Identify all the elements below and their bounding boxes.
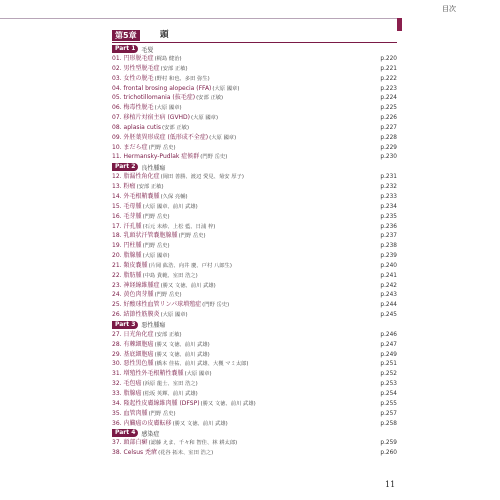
entry-number: 12.: [112, 173, 122, 181]
entry-author: (大原 國章): [142, 253, 170, 260]
entry-number: 10.: [112, 143, 122, 151]
toc-entry[interactable]: [112, 143, 397, 153]
entry-number: 13.: [112, 183, 122, 191]
toc-list: [112, 44, 397, 458]
entry-page: p.226: [380, 115, 397, 122]
part-heading: [112, 428, 397, 438]
entry-title: 円形脱毛症: [123, 55, 154, 62]
part-badge: Part 3: [112, 321, 138, 329]
entry-author: (門野 岳史): [148, 144, 176, 151]
entry-page: p.258: [380, 420, 397, 427]
entry-number: 19.: [112, 242, 122, 250]
entry-number: 35.: [112, 409, 122, 417]
entry-title: 汗孔腫: [123, 222, 142, 230]
entry-author: (勝又 文徳、前川 武雄): [172, 420, 228, 427]
entry-number: 22.: [112, 271, 122, 279]
toc-entry[interactable]: [112, 241, 397, 251]
entry-number: 25.: [112, 301, 122, 309]
entry-author: (花谷 拓未、室田 浩之): [158, 450, 214, 457]
entry-page: p.227: [380, 124, 397, 131]
entry-number: 11.: [112, 153, 122, 161]
toc-entry[interactable]: [112, 64, 397, 74]
entry-number: 32.: [112, 380, 122, 388]
toc-entry[interactable]: [112, 419, 397, 429]
chapter-title: 頭: [160, 30, 169, 40]
toc-entry[interactable]: [112, 271, 397, 281]
toc-entry[interactable]: [112, 113, 397, 123]
entry-page: p.254: [380, 391, 397, 397]
entry-number: 02.: [112, 64, 122, 72]
entry-number: 06.: [112, 104, 122, 112]
entry-author: (久保 亮輔): [160, 193, 188, 200]
entry-title: 好酸球性血管リンパ球増殖症: [123, 301, 202, 309]
header-rule: [0, 18, 397, 19]
entry-author: (橋本 佳祐、前川 武雄、大槻 マミ太郎): [154, 361, 249, 368]
entry-author: (勝又 文徳、前川 武雄): [200, 400, 256, 407]
entry-page: p.234: [380, 203, 397, 210]
toc-entry[interactable]: [112, 103, 397, 113]
entry-title: 粉瘤: [123, 183, 136, 191]
part-badge: Part 2: [112, 163, 138, 171]
entry-author: (勝又 文徳、前川 武雄): [154, 351, 210, 358]
entry-title: Celsus 禿瘡: [123, 449, 158, 457]
entry-number: 17.: [112, 222, 122, 230]
entry-page: p.240: [380, 262, 397, 269]
entry-page: p.233: [380, 193, 397, 200]
entry-number: 30.: [112, 360, 122, 368]
entry-title: 梅毒性脱毛: [123, 104, 154, 112]
entry-page: p.236: [380, 223, 397, 230]
entry-title: 脂腺癌: [123, 390, 142, 397]
entry-page: p.255: [380, 400, 397, 407]
entry-title: 外毛根鞘嚢腫: [123, 192, 160, 200]
entry-number: 24.: [112, 291, 122, 299]
entry-title: 毛芽腫: [123, 212, 142, 220]
entry-title: 類皮嚢腫: [123, 261, 148, 269]
chapter-heading: [112, 30, 397, 43]
entry-page: p.239: [380, 253, 397, 260]
entry-title: 脂肪腫: [123, 271, 142, 279]
entry-author: (認藤 えま、千々和 智佳、林 耕太郎): [148, 440, 238, 447]
entry-number: 31.: [112, 370, 122, 378]
entry-author: (梶島 健治): [154, 56, 182, 62]
entry-number: 33.: [112, 390, 122, 397]
entry-title: 血管肉腫: [123, 409, 148, 417]
entry-author: (門野 岳史): [202, 302, 230, 309]
entry-number: 34.: [112, 399, 122, 407]
entry-number: 01.: [112, 55, 122, 62]
entry-page: p.260: [380, 450, 397, 457]
entry-page: p.243: [380, 292, 397, 299]
entry-page: p.244: [380, 302, 397, 309]
entry-page: p.241: [380, 272, 397, 279]
toc-entry[interactable]: [112, 212, 397, 222]
entry-author: (安部 正敏): [154, 331, 182, 338]
entry-author: (中島 貴範、室田 浩之): [142, 272, 198, 279]
entry-title: Hermansky-Pudlak 症候群: [123, 153, 200, 161]
entry-title: まだら症: [123, 143, 148, 151]
toc-entry[interactable]: [112, 359, 397, 369]
toc-entry[interactable]: [112, 448, 397, 458]
toc-entry[interactable]: [112, 192, 397, 202]
entry-page: p.231: [380, 174, 397, 181]
entry-author: (野村 和也、多田 弥生): [154, 75, 210, 82]
entry-author: (浜原 龍士、室田 浩之): [142, 381, 198, 388]
toc-entry[interactable]: [112, 172, 397, 182]
entry-page: p.221: [380, 65, 397, 72]
toc-entry[interactable]: [112, 290, 397, 300]
entry-author: (石元 未紗、上松 藍、日浦 梓): [142, 223, 216, 230]
entry-number: 07.: [112, 114, 122, 122]
toc-entry[interactable]: [112, 281, 397, 291]
toc-entry[interactable]: [112, 300, 397, 310]
entry-title: 外胚葉異形成症 (低形成不全症): [123, 133, 209, 141]
entry-author: (門野 岳史): [142, 243, 170, 250]
toc-entry[interactable]: [112, 261, 397, 271]
part-badge: Part 1: [112, 45, 138, 53]
entry-title: 毛包癌: [123, 380, 142, 388]
entry-number: 05.: [112, 94, 122, 102]
entry-page: p.245: [380, 312, 397, 319]
toc-header-label: 目次: [442, 5, 456, 13]
toc-entry[interactable]: [112, 340, 397, 350]
entry-page: p.220: [380, 56, 397, 62]
entry-page: p.259: [380, 440, 397, 447]
entry-page: p.224: [380, 95, 397, 102]
entry-page: p.253: [380, 381, 397, 388]
entry-page: p.225: [380, 105, 397, 112]
part-heading: [112, 320, 397, 330]
entry-title: 結節性筋膜炎: [123, 311, 160, 319]
entry-title: 乳頭状汗管嚢胞腺腫: [123, 232, 178, 240]
entry-author: (勝又 文徳、前川 武雄): [154, 341, 210, 348]
entry-number: 36.: [112, 419, 122, 427]
entry-page: p.251: [380, 361, 397, 368]
entry-page: p.235: [380, 213, 397, 220]
entry-title: trichotillomania (抜毛症): [123, 94, 196, 102]
toc-entry[interactable]: [112, 438, 397, 448]
toc-entry[interactable]: [112, 231, 397, 241]
entry-author: (門野 岳史): [200, 154, 228, 161]
entry-number: 09.: [112, 133, 122, 141]
entry-author: (勝又 文徳、前川 武雄): [160, 282, 216, 289]
entry-title: 基底細胞癌: [123, 350, 154, 358]
chapter-label: 第5章: [112, 30, 140, 41]
part-title: 感染症: [141, 430, 160, 438]
toc-entry[interactable]: [112, 251, 397, 261]
toc-entry[interactable]: [112, 310, 397, 320]
entry-number: 27.: [112, 330, 122, 338]
entry-title: 黄色肉芽腫: [123, 291, 154, 299]
entry-number: 15.: [112, 202, 122, 210]
entry-page: p.223: [380, 85, 397, 92]
entry-author: (大原 國章): [212, 85, 240, 92]
entry-author: (松坂 英輝、前川 武雄): [142, 391, 198, 397]
toc-entry[interactable]: [112, 409, 397, 419]
entry-title: 脂漏性角化症: [123, 173, 160, 181]
entry-author: (門野 岳史): [142, 213, 170, 220]
toc-entry[interactable]: [112, 330, 397, 340]
entry-number: 04.: [112, 84, 122, 92]
toc-entry[interactable]: [112, 84, 397, 94]
entry-page: p.228: [380, 134, 397, 141]
entry-author: (安部 正敏): [196, 95, 224, 102]
entry-author: (安部 正敏): [162, 124, 190, 131]
entry-author: (大原 國章): [184, 371, 212, 378]
part-title: 良性腫瘍: [141, 164, 166, 172]
entry-number: 16.: [112, 212, 122, 220]
entry-page: p.252: [380, 371, 397, 378]
entry-number: 29.: [112, 350, 122, 358]
entry-page: p.257: [380, 410, 397, 417]
part-title: 悪性腫瘍: [141, 322, 166, 330]
toc-entry[interactable]: [112, 182, 397, 192]
entry-author: (門野 岳史): [154, 292, 182, 299]
entry-author: (大原 國章): [191, 115, 219, 122]
chapter-side-tab: [397, 18, 402, 31]
entry-page: p.237: [380, 233, 397, 240]
entry-page: p.229: [380, 144, 397, 151]
entry-author: (安部 正敏): [160, 65, 188, 72]
entry-title: 毛母腫: [123, 202, 142, 210]
entry-title: 有棘細胞癌: [123, 340, 154, 348]
entry-author: (門野 岳史): [148, 410, 176, 417]
entry-page: p.230: [380, 154, 397, 161]
entry-number: 26.: [112, 311, 122, 319]
entry-title: 神経線維腫症: [123, 281, 160, 289]
toc-entry[interactable]: [112, 369, 397, 379]
entry-title: 内臓癌の皮膚転移: [123, 419, 172, 427]
entry-page: p.238: [380, 243, 397, 250]
part-title: 毛髪: [141, 46, 154, 54]
toc-entry[interactable]: [112, 202, 397, 212]
entry-author: (門野 岳史): [178, 233, 206, 240]
toc-entry[interactable]: [112, 123, 397, 133]
entry-number: 20.: [112, 252, 122, 260]
toc-entry[interactable]: [112, 222, 397, 232]
toc-entry[interactable]: [112, 379, 397, 389]
entry-title: 悪性黒色腫: [123, 360, 154, 368]
entry-title: aplasia cutis: [123, 123, 161, 131]
entry-number: 37.: [112, 439, 122, 447]
entry-number: 18.: [112, 232, 122, 240]
entry-page: p.222: [380, 75, 397, 82]
entry-number: 08.: [112, 123, 122, 131]
toc-entry[interactable]: [112, 54, 397, 64]
entry-title: 移植片対宿主病 (GVHD): [123, 114, 191, 122]
entry-page: p.247: [380, 341, 397, 348]
toc-entry[interactable]: [112, 74, 397, 84]
entry-page: p.246: [380, 331, 397, 338]
entry-number: 03.: [112, 74, 122, 82]
entry-title: 円柱腫: [123, 242, 142, 250]
entry-title: 頭部白癬: [123, 439, 148, 447]
entry-page: p.249: [380, 351, 397, 358]
entry-title: 隆起性皮膚線維肉腫 (DFSP): [123, 399, 200, 407]
entry-author: (片岡 紘浩、向井 慶、戸村 八郎生): [148, 262, 232, 269]
toc-entry[interactable]: [112, 399, 397, 409]
entry-title: 日光角化症: [123, 330, 154, 338]
part-badge: Part 4: [112, 429, 138, 437]
entry-author: (大原 國章): [209, 134, 237, 141]
entry-title: 男性型脱毛症: [123, 64, 160, 72]
entry-number: 38.: [112, 449, 122, 457]
toc-entry[interactable]: [112, 93, 397, 103]
page-number: 11: [385, 480, 396, 489]
toc-entry[interactable]: [112, 133, 397, 143]
entry-author: (大原 國章、前川 武雄): [142, 203, 198, 210]
entry-title: frontal brosing alopecia (FFA): [123, 84, 212, 92]
entry-title: 脂腺腫: [123, 252, 142, 260]
entry-author: (岡田 善勝、渡辺 愛見、菊安 厚子): [160, 174, 244, 181]
toc-entry[interactable]: [112, 389, 397, 399]
entry-author: (安部 正敏): [136, 184, 164, 191]
entry-title: 女性の脱毛: [123, 74, 154, 82]
entry-author: (大原 國章): [160, 312, 188, 319]
toc-entry[interactable]: [112, 152, 397, 162]
entry-page: p.242: [380, 282, 397, 289]
entry-number: 14.: [112, 192, 122, 200]
entry-title: 増殖性外毛根鞘性嚢腫: [123, 370, 184, 378]
toc-entry[interactable]: [112, 350, 397, 360]
entry-author: (大原 國章): [154, 105, 182, 112]
entry-number: 21.: [112, 261, 122, 269]
entry-page: p.232: [380, 184, 397, 191]
part-heading: [112, 162, 397, 172]
entry-number: 28.: [112, 340, 122, 348]
entry-number: 23.: [112, 281, 122, 289]
part-heading: [112, 44, 397, 54]
